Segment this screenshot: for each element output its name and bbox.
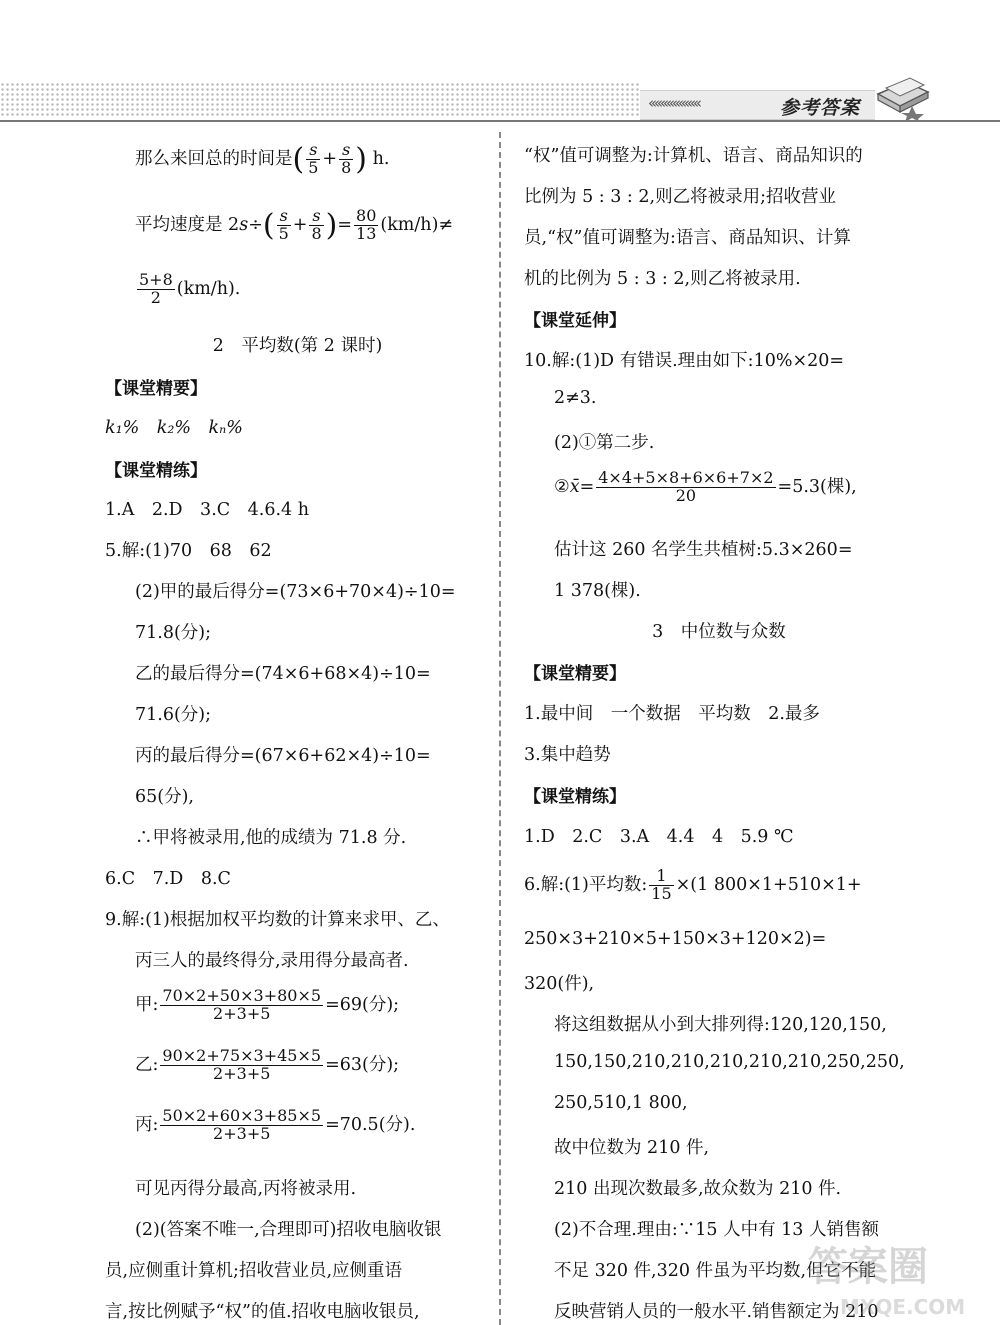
answer-line: 估计这 260 名学生共植树:5.3×260=: [554, 540, 853, 560]
heading-jinglian: 【课堂精练】: [524, 787, 626, 807]
answer-line: 250×3+210×5+150×3+120×2)=: [524, 929, 827, 949]
answer-line: 10.解:(1)D 有错误.理由如下:10%×20=: [524, 351, 845, 371]
answer-line: “权”值可调整为:计算机、语言、商品知识的: [524, 146, 863, 166]
k-percent-line: k₁% k₂% kₙ%: [105, 418, 243, 438]
answer-line: 机的比例为 5 : 3 : 2,则乙将被录用.: [524, 269, 801, 289]
answer-line: ∴甲将被录用,他的成绩为 71.8 分.: [135, 828, 407, 848]
answer-line: 6.C 7.D 8.C: [105, 869, 231, 889]
answer-line: 320(件),: [524, 974, 595, 994]
fraction-5plus8-2: $\frac{5+8}{2}$: [139, 270, 173, 307]
bing-score-line: 丙: $\frac{50\times 2+60\times 3+85\times 5}{2+3+5}$ =70.5(分).: [135, 1106, 416, 1143]
answer-line: 1.A 2.D 3.C 4.6.4 h: [105, 500, 310, 520]
speed-line: 平均速度是 2s÷( $\frac{s}{5}$ + $\frac{s}{8}$ )= $\frac{80}{13}$ (km/h)≠: [135, 206, 454, 243]
answer-line: 1 378(棵).: [554, 581, 641, 601]
heading-jingyao: 【课堂精要】: [105, 379, 207, 399]
answer-line: 1.D 2.C 3.A 4.4 4 5.9 ℃: [524, 827, 794, 847]
answer-line: 言,按比例赋予“权”的值.招收电脑收银员,: [105, 1302, 420, 1322]
mean-line: ②x̄= $\frac{4\times 4+5\times 8+6\times 6+7\times 2}{20}$ =5.3(棵),: [554, 468, 857, 505]
header-title: 参考答案: [780, 97, 861, 119]
answer-line: 2≠3.: [554, 388, 597, 408]
fraction-80-13: $\frac{80}{13}$: [356, 206, 377, 243]
answer-line: 250,510,1 800,: [554, 1093, 688, 1113]
answer-line: (2)不合理.理由:∵15 人中有 13 人销售额: [554, 1220, 879, 1240]
book-stack-icon: [872, 72, 932, 122]
answer-line: 不足 320 件,320 件虽为平均数,但它不能: [554, 1261, 877, 1281]
answer-line: 210 出现次数最多,故众数为 210 件.: [554, 1179, 842, 1199]
average-line: 6.解:(1)平均数: $\frac{1}{15}$ ×(1 800×1+510×1+: [524, 866, 862, 903]
answer-line: 71.8(分);: [135, 623, 212, 643]
answer-line: 150,150,210,210,210,210,210,250,250,: [554, 1052, 905, 1072]
heading-yanshen: 【课堂延伸】: [524, 311, 626, 331]
answer-line: 9.解:(1)根据加权平均数的计算来求甲、乙、: [105, 910, 450, 930]
jia-score-line: 甲: $\frac{70\times 2+50\times 3+80\times 5}{2+3+5}$ =69(分);: [135, 986, 400, 1023]
answer-line: 3.集中趋势: [524, 745, 611, 765]
watermark-logo: [800, 1232, 990, 1322]
section-title-2: 2 平均数(第 2 课时): [212, 336, 383, 356]
time-text: 那么来回总的时间是: [135, 149, 293, 169]
heading-jingyao: 【课堂精要】: [524, 664, 626, 684]
fraction-s-5: $\frac{s}{5}$: [308, 140, 319, 177]
answer-line: (2)(答案不唯一,合理即可)招收电脑收银: [135, 1220, 442, 1240]
svg-text:MXQE.COM: MXQE.COM: [840, 1295, 966, 1319]
answer-line: 1.最中间 一个数据 平均数 2.最多: [524, 704, 820, 724]
answer-line: 71.6(分);: [135, 705, 212, 725]
header-rule: [0, 120, 1000, 122]
answer-line: 65(分),: [135, 787, 194, 807]
answer-line: 员,“权”值可调整为:语言、商品知识、计算: [524, 228, 851, 248]
answer-line: 员,应侧重计算机;招收营业员,应侧重语: [105, 1261, 403, 1281]
chevron-decoration: ‹‹‹‹‹‹‹‹‹‹‹‹‹‹‹‹‹: [648, 94, 699, 112]
answer-line: 反映营销人员的一般水平.销售额定为 210: [554, 1302, 879, 1322]
answer-line: 将这组数据从小到大排列得:120,120,150,: [554, 1015, 887, 1035]
answer-line: (2)甲的最后得分=(73×6+70×4)÷10=: [135, 582, 456, 602]
page-header: [0, 0, 1000, 125]
dotted-pattern: [0, 82, 640, 118]
answer-line: 丙的最后得分=(67×6+62×4)÷10=: [135, 746, 431, 766]
answer-line: 可见丙得分最高,丙将被录用.: [135, 1179, 357, 1199]
fraction-s-8: $\frac{s}{8}$: [341, 140, 352, 177]
time-line: 那么来回总的时间是( $\frac{s}{5}$ + $\frac{s}{8}$ ) h.: [135, 140, 390, 177]
answer-line: (2)①第二步.: [554, 433, 655, 453]
answer-line: 故中位数为 210 件,: [554, 1138, 710, 1158]
answer-line: 乙的最后得分=(74×6+68×4)÷10=: [135, 664, 431, 684]
answer-line: 比例为 5 : 3 : 2,则乙将被录用;招收营业: [524, 187, 836, 207]
answer-line: 5.解:(1)70 68 62: [105, 541, 272, 561]
section-title-3: 3 中位数与众数: [652, 622, 786, 642]
heading-jinglian: 【课堂精练】: [105, 461, 207, 481]
column-divider: [499, 132, 501, 1325]
yi-score-line: 乙: $\frac{90\times 2+75\times 3+45\times 5}{2+3+5}$ =63(分);: [135, 1046, 400, 1083]
speed-line-2: $\frac{5+8}{2}$ (km/h).: [139, 270, 241, 307]
answer-line: 丙三人的最终得分,录用得分最高者.: [135, 951, 409, 971]
svg-text:答案圈: 答案圈: [808, 1244, 928, 1290]
